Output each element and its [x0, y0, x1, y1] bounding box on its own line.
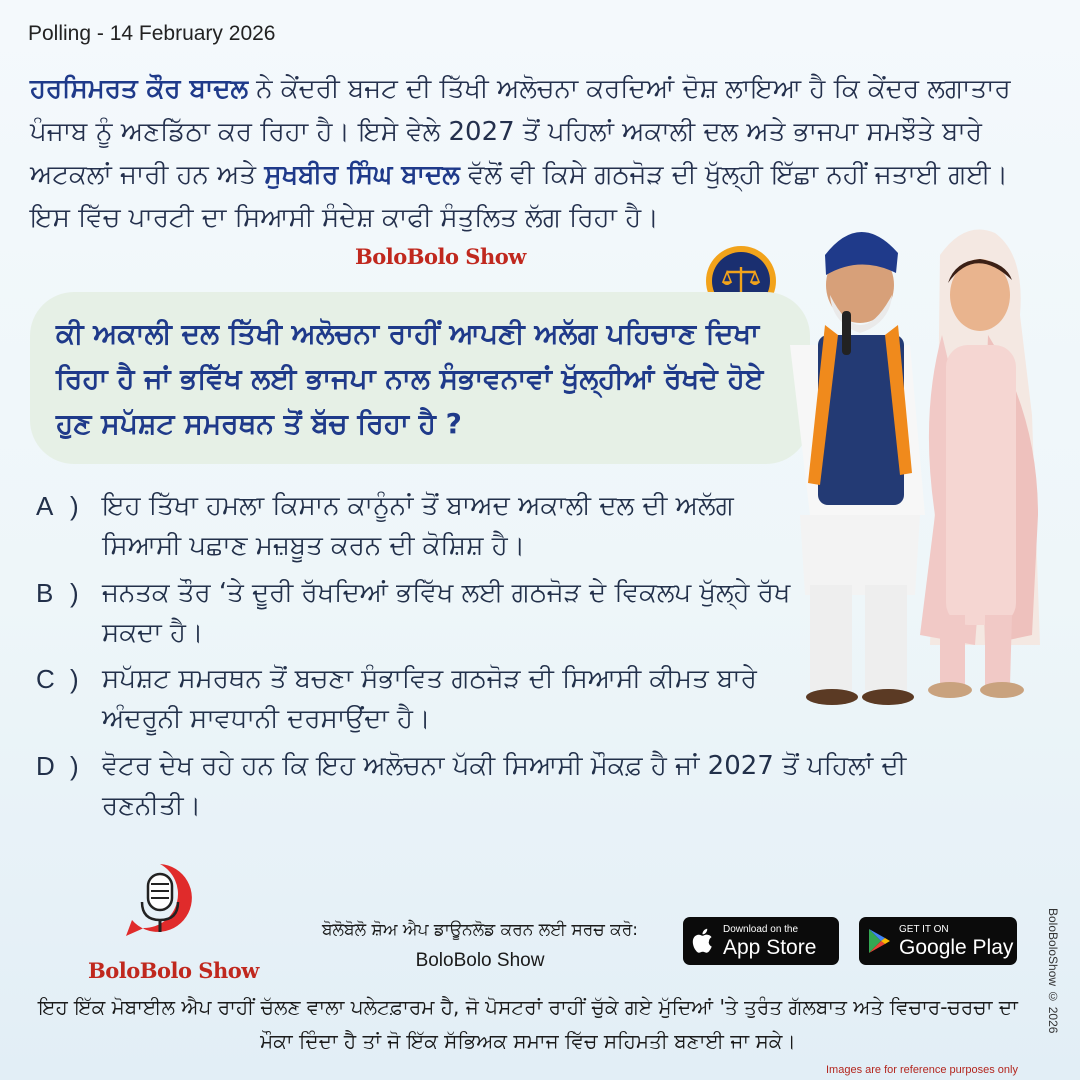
poll-option-b[interactable]: [36, 573, 796, 654]
option-separator: ): [70, 664, 79, 695]
man-figure: [790, 232, 925, 705]
option-text: ਜਨਤਕ ਤੌਰ ‘ਤੇ ਦੂਰੀ ਰੱਖਦਿਆਂ ਭਵਿੱਖ ਲਈ ਗਠਜੋੜ ਦੇ ਵਿਕਲਪ ਖੁੱਲ੍ਹੇ ਰੱਖ ਸਕਦਾ ਹੈ।: [102, 577, 791, 648]
google-play-button[interactable]: [859, 917, 1017, 965]
image-disclaimer: Images are for reference purposes only: [826, 1064, 1018, 1076]
politicians-illustration: [770, 215, 1070, 705]
woman-figure: [920, 229, 1040, 698]
intro-text-1: ਨੇ ਕੇਂਦਰੀ ਬਜਟ ਦੀ ਤਿੱਖੀ ਅਲੋਚਨਾ ਕਰਦਿਆਂ ਦੋਸ਼ ਲਾਇਆ ਹੈ ਕਿ ਕੇਂਦਰ ਲਗਾਤਾਰ ਪੰਜਾਬ ਨੂੰ ਅਣਡਿੱਠਾ ਕਰ ਰਿਹਾ ਹੈ। ਇਸੇ ਵੇਲੇ 2027 ਤੋਂ ਪਹਿਲਾਂ ਅਕਾਲੀ ਦਲ ਅਤੇ ਭਾਜਪਾ ਸਮਝੌਤੇ ਬਾਰੇ ਅਟਕਲਾਂ ਜਾਰੀ ਹਨ ਅਤੇ: [30, 74, 1011, 191]
post-date: Polling - 14 February 2026: [28, 22, 276, 45]
poll-question: ਕੀ ਅਕਾਲੀ ਦਲ ਤਿੱਖੀ ਅਲੋਚਨਾ ਰਾਹੀਂ ਆਪਣੀ ਅਲੱਗ ਪਹਿਚਾਣ ਦਿਖਾ ਰਿਹਾ ਹੈ ਜਾਂ ਭਵਿੱਖ ਲਈ ਭਾਜਪਾ ਨਾਲ ਸੰਭਾਵਨਾਵਾਂ ਖੁੱਲ੍ਹੀਆਂ ਰੱਖਦੇ ਹੋਏ ਹੁਣ ਸਪੱਸ਼ਟ ਸਮਰਥਨ ਤੋਂ ਬੱਚ ਰਿਹਾ ਹੈ ?: [56, 317, 764, 440]
option-separator: ): [70, 491, 79, 521]
highlight-name-sukhbir: ਸੁਖਬੀਰ ਸਿੰਘ ਬਾਦਲ: [264, 160, 460, 191]
option-text: ਇਹ ਤਿੱਖਾ ਹਮਲਾ ਕਿਸਾਨ ਕਾਨੂੰਨਾਂ ਤੋਂ ਬਾਅਦ ਅਕਾਲੀ ਦਲ ਦੀ ਅਲੱਗ ਸਿਆਸੀ ਪਛਾਣ ਮਜ਼ਬੂਤ ਕਰਨ ਦੀ ਕੋਸ਼ਿਸ਼ ਹੈ।: [102, 491, 734, 562]
copyright-notice: BoloBoloShow © 2026: [1046, 908, 1060, 1034]
app-store-button[interactable]: [683, 917, 839, 965]
google-play-icon: [859, 928, 899, 954]
option-separator: ): [70, 577, 79, 608]
highlight-name-harsimrat: ਹਰਸਿਮਰਤ ਕੌਰ ਬਾਦਲ: [30, 74, 249, 104]
app-store-label: App Store: [723, 935, 817, 959]
poll-options: [36, 486, 907, 832]
option-letter: A: [36, 491, 54, 521]
footer-brand-wordmark: BoloBolo Show: [88, 958, 259, 983]
option-separator: ): [70, 750, 79, 781]
search-brand-name: BoloBolo Show: [415, 950, 545, 971]
option-letter: C: [36, 664, 55, 695]
poll-option-d[interactable]: [36, 746, 996, 827]
brand-wordmark: BoloBolo Show: [355, 244, 526, 269]
option-text: ਵੋਟਰ ਦੇਖ ਰਹੇ ਹਨ ਕਿ ਇਹ ਅਲੋਚਨਾ ਪੱਕੀ ਸਿਆਸੀ ਮੌਕਫ਼ ਹੈ ਜਾਂ 2027 ਤੋਂ ਪਹਿਲਾਂ ਦੀ ਰਣਨੀਤੀ।: [102, 750, 907, 822]
google-play-small-label: GET IT ON: [899, 923, 949, 935]
apple-icon: [683, 928, 723, 954]
google-play-label: Google Play: [899, 935, 1014, 959]
microphone-icon: [120, 858, 200, 958]
option-letter: B: [36, 577, 54, 608]
poll-option-c[interactable]: [36, 659, 796, 740]
option-letter: D: [36, 750, 55, 781]
app-store-small-label: Download on the: [723, 923, 799, 935]
option-text: ਸਪੱਸ਼ਟ ਸਮਰਥਨ ਤੋਂ ਬਚਣਾ ਸੰਭਾਵਿਤ ਗਠਜੋੜ ਦੀ ਸਿਆਸੀ ਕੀਮਤ ਬਾਰੇ ਅੰਦਰੂਨੀ ਸਾਵਧਾਨੀ ਦਰਸਾਉਂਦਾ ਹੈ।: [102, 664, 757, 735]
platform-tagline: ਇਹ ਇੱਕ ਮੋਬਾਈਲ ਐਪ ਰਾਹੀਂ ਚੱਲਣ ਵਾਲਾ ਪਲੇਟਫ਼ਾਰਮ ਹੈ, ਜੋ ਪੋਸਟਰਾਂ ਰਾਹੀਂ ਚੁੱਕੇ ਗਏ ਮੁੱਦਿਆਂ 'ਤੇ ਤੁਰੰਤ ਗੱਲਬਾਤ ਅਤੇ ਵਿਚਾਰ-ਚਰਚਾ ਦਾ ਮੌਕਾ ਦਿੰਦਾ ਹੈ ਤਾਂ ਜੋ ਇੱਕ ਸੱਭਿਅਕ ਸਮਾਜ ਵਿੱਚ ਸਹਿਮਤੀ ਬਣਾਈ ਜਾ ਸਕੇ।: [38, 995, 1018, 1053]
poll-option-a[interactable]: [36, 486, 796, 567]
search-instruction: ਬੋਲੋਬੋਲੋ ਸ਼ੋਅ ਐਪ ਡਾਊਨਲੋਡ ਕਰਨ ਲਈ ਸਰਚ ਕਰੋ:: [321, 920, 639, 940]
intro-text-2: ਵੱਲੋਂ ਵੀ ਕਿਸੇ ਗਠਜੋੜ ਦੀ ਖੁੱਲ੍ਹੀ ਇੱਛਾ ਨਹੀਂ ਜਤਾਈ ਗਈ। ਇਸ ਵਿੱਚ ਪਾਰਟੀ ਦਾ ਸਿਆਸੀ ਸੰਦੇਸ਼ ਕਾਫੀ ਸੰਤੁਲਿਤ ਲੱਗ ਰਿਹਾ ਹੈ।: [30, 160, 1008, 234]
